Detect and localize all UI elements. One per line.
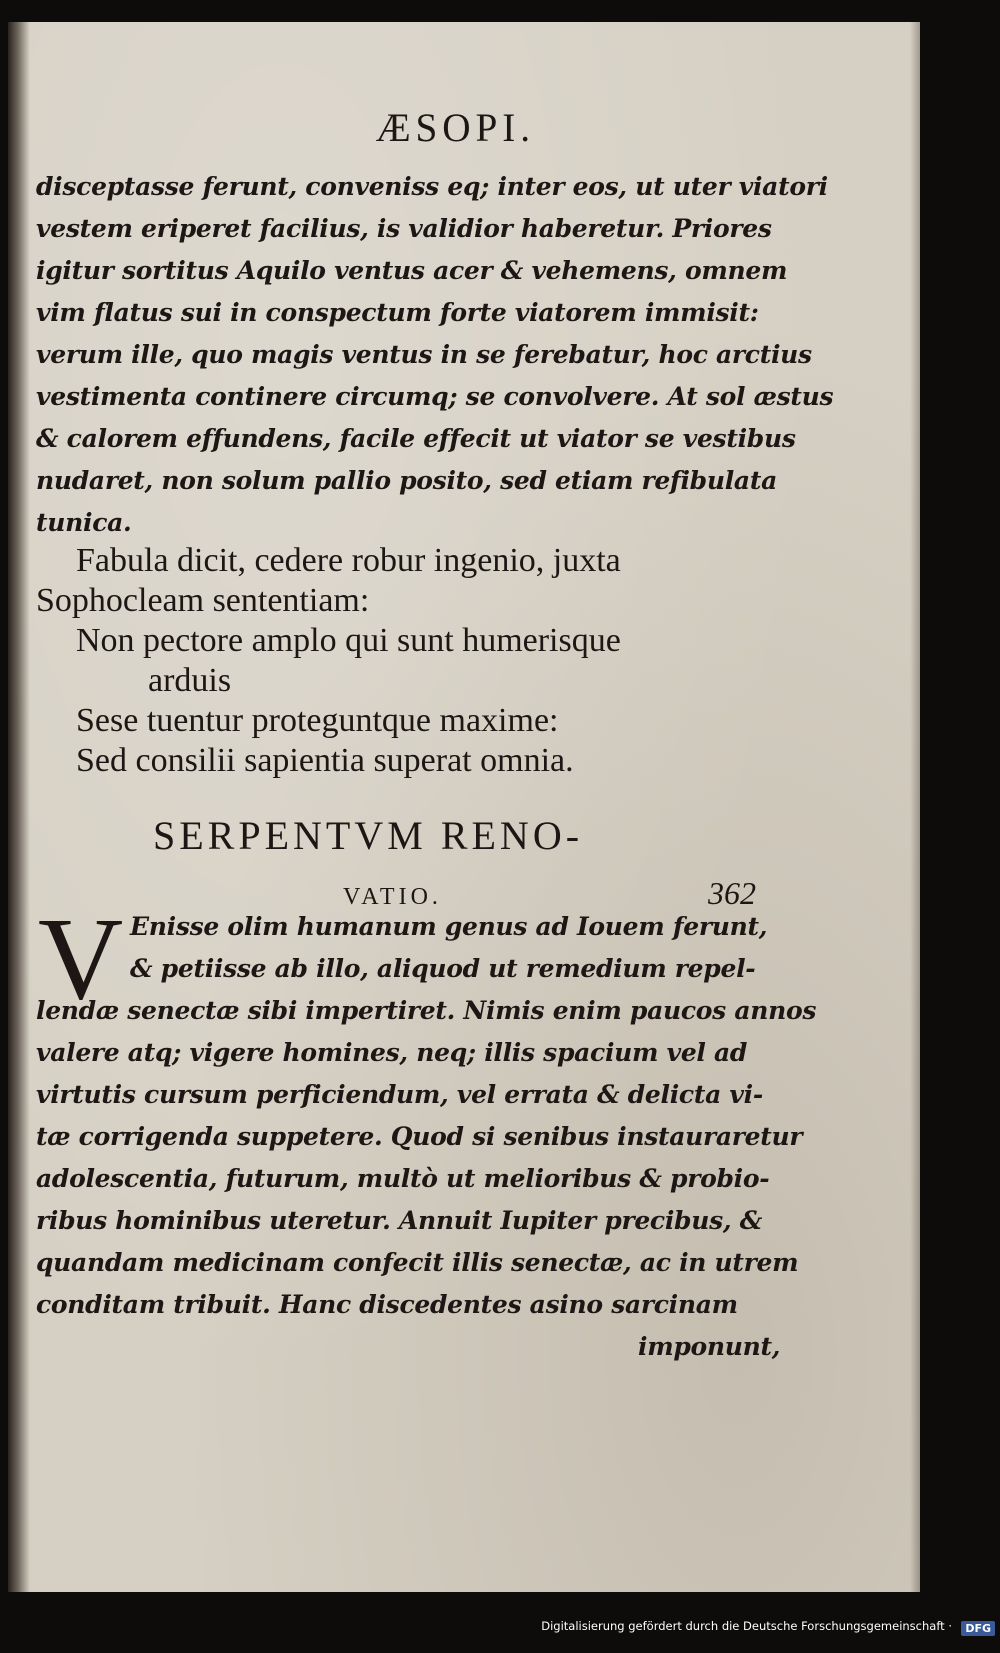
body-line: quandam medicinam confecit illis senectæ, ac in utrem bbox=[36, 1248, 799, 1277]
body-line: & petiisse ab illo, aliquod ut remedium repel- bbox=[130, 954, 756, 983]
verse-line: arduis bbox=[148, 662, 232, 699]
fable-line: vestem eriperet facilius, is validior haberetur. Priores bbox=[36, 214, 772, 243]
catchword: imponunt, bbox=[638, 1332, 781, 1361]
verse-line: Non pectore amplo qui sunt humerisque bbox=[76, 622, 621, 659]
section-title: SERPENTVM RENO- bbox=[153, 813, 584, 858]
page-number: 362 bbox=[708, 875, 756, 911]
page-edge-shadow bbox=[910, 22, 920, 1592]
fable-line: nudaret, non solum pallio posito, sed etiam refibulata bbox=[36, 466, 777, 495]
fable-line: vim flatus sui in conspectum forte viatorem immisit: bbox=[36, 298, 759, 327]
running-header: ÆSOPI. bbox=[375, 105, 535, 150]
verse-line: Sed consilii sapientia superat omnia. bbox=[76, 742, 574, 779]
book-page bbox=[8, 22, 920, 1592]
body-line: adolescentia, futurum, multò ut melioribus & probio- bbox=[36, 1164, 770, 1193]
fable-line: vestimenta continere circumq; se convolvere. At sol æstus bbox=[36, 382, 834, 411]
digitization-credit: Digitalisierung gefördert durch die Deutsche Forschungsgemeinschaft · bbox=[541, 1619, 952, 1633]
fable-line: tunica. bbox=[36, 508, 132, 537]
body-line: Enisse olim humanum genus ad Iouem ferunt, bbox=[130, 912, 768, 941]
body-line: virtutis cursum perficiendum, vel errata & delicta vi- bbox=[36, 1080, 763, 1109]
moral-line: Fabula dicit, cedere robur ingenio, juxta bbox=[76, 542, 621, 579]
fable-line: igitur sortitus Aquilo ventus acer & vehemens, omnem bbox=[36, 256, 788, 285]
fable-line: verum ille, quo magis ventus in se ferebatur, hoc arctius bbox=[36, 340, 812, 369]
fable-line: disceptasse ferunt, conveniss eq; inter eos, ut uter viatori bbox=[36, 172, 828, 201]
body-line: valere atq; vigere homines, neq; illis spacium vel ad bbox=[36, 1038, 748, 1067]
fable-line: & calorem effundens, facile effecit ut viator se vestibus bbox=[36, 424, 796, 453]
moral-line: Sophocleam sententiam: bbox=[36, 582, 370, 619]
dfg-logo: DFG bbox=[961, 1621, 995, 1636]
body-line: lendæ senectæ sibi impertiret. Nimis enim paucos annos bbox=[36, 996, 817, 1025]
drop-cap: V bbox=[38, 893, 124, 1024]
binding-gutter bbox=[8, 22, 30, 1592]
section-title-continued: VATIO. bbox=[343, 884, 442, 910]
body-line: tæ corrigenda suppetere. Quod si senibus instauraretur bbox=[36, 1122, 803, 1151]
verse-line: Sese tuentur proteguntque maxime: bbox=[76, 702, 559, 739]
body-line: ribus hominibus uteretur. Annuit Iupiter precibus, & bbox=[36, 1206, 762, 1235]
body-line: conditam tribuit. Hanc discedentes asino sarcinam bbox=[36, 1290, 738, 1319]
